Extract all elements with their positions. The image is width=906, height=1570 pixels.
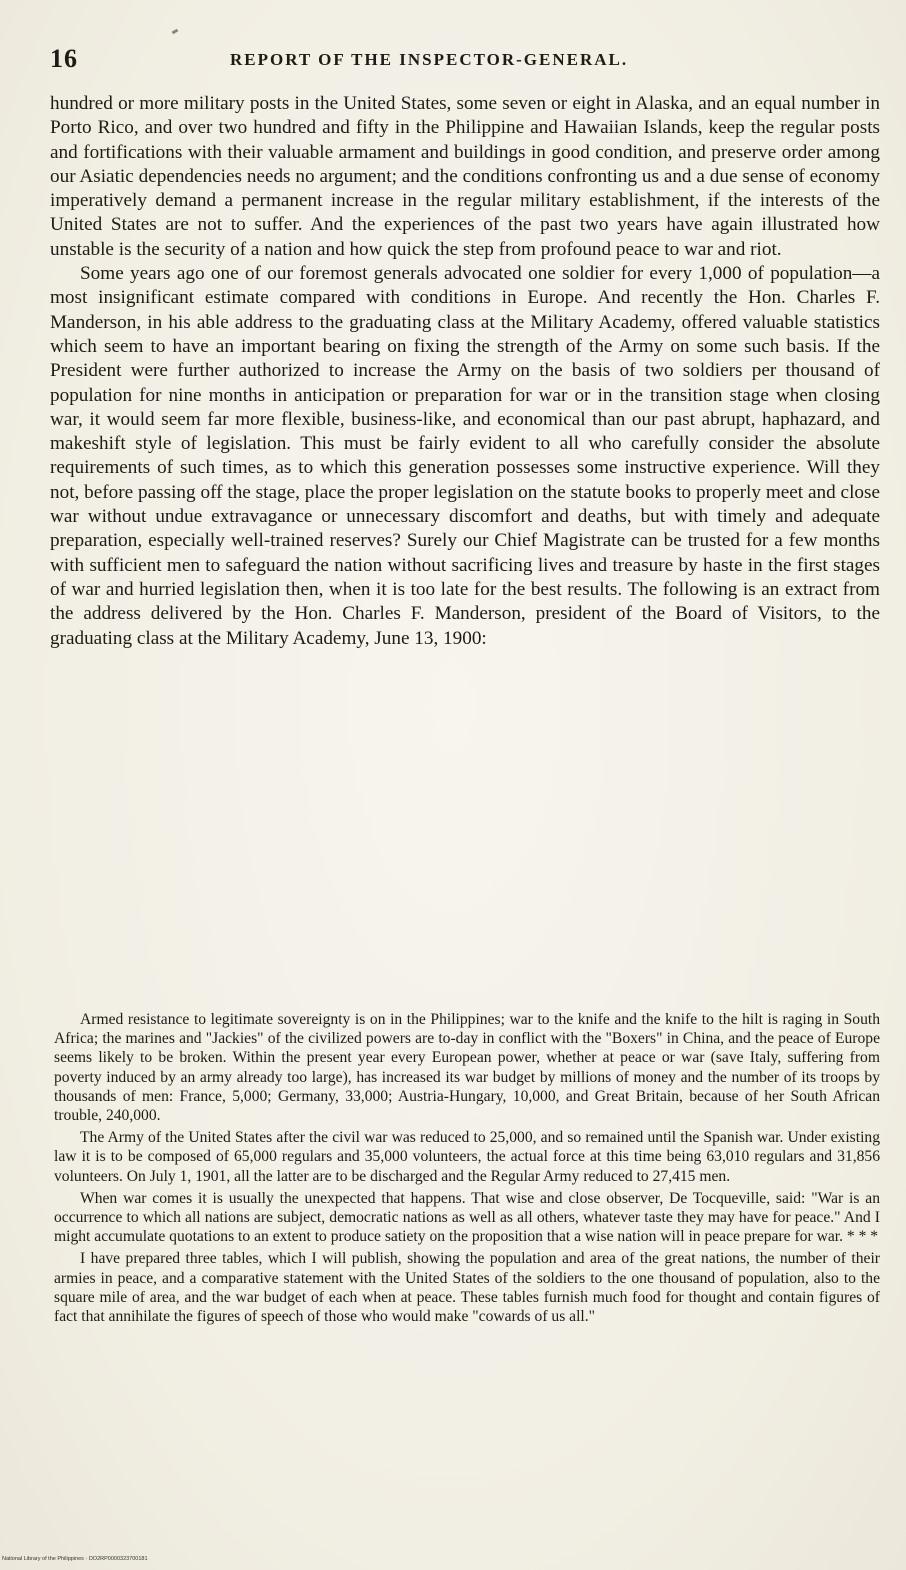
quote-paragraph: Armed resistance to legitimate sovereignty is on in the Philippines; war to the knife and the knife to the hilt is raging in South Africa; the marines and "Jackies" of the civilized powers are to-day in conflict with the "Boxers" in China, and the peace of Europe seems likely to be broken. Within the present year every European power, whether at peace or war (save Italy, suffering from poverty induced by an army already too large), has increased its war budget by millions of money and the number of its troops by thousands of men: France, 5,000; Germany, 33,000; Austria-Hungary, 10,000, and Great Britain, because of her South African trouble, 240,000. [54,1011,880,1125]
body-paragraph: Some years ago one of our foremost generals advocated one soldier for every 1,000 of population—a most insignificant estimate compared with conditions in Europe. And recently the Hon. Charles F. Manderson, in his able address to the graduating class at the Military Academy, offered valuable statistics which seem to have an important bearing on fixing the strength of the Army on some such basis. If the President were further authorized to increase the Army on the basis of two soldiers per thousand of population for nine months in anticipation or preparation for war or in the transition stage when closing war, it would seem far more flexible, business-like, and economical than our past abrupt, haphazard, and makeshift style of legislation. This must be fairly evident to all who carefully consider the absolute requirements of such times, as to which this generation possesses some instructive experience. Will they not, before passing off the stage, place the proper legislation on the statute books to properly meet and close war without undue extravagance or unnecessary discomfort and deaths, but with timely and adequate preparation, especially well-trained reserves? Surely our Chief Magistrate can be trusted for a few months with sufficient men to safeguard the nation without sacrificing lives and treasure by haste in the first stages of war and hurried legislation then, when it is too late for the best results. The following is an extract from the address delivered by the Hon. Charles F. Manderson, president of the Board of Visitors, to the graduating class at the Military Academy, June 13, 1900: [50,263,880,649]
body-paragraph: hundred or more military posts in the United States, some seven or eight in Alaska, and an equal number in Porto Rico, and over two hundred and fifty in the Philippine and Hawaiian Islands, keep the regular posts and fortifications with their valuable armament and buildings in good condition, and preserve order among our Asiatic dependencies needs no argument; and the conditions confronting us and a due sense of economy imperatively demand a permanent increase in the regular military establishment, if the interests of the United States are not to suffer. And the experiences of the past two years have again illustrated how unstable is the security of a nation and how quick the step from profound peace to war and riot. [50,93,880,260]
scan-credit: National Library of the Philippines · DO2RP0000323700181 [2,1556,148,1562]
block-quote [54,1010,880,1326]
body-text [50,92,880,651]
page-header [50,44,880,76]
page-number: 16 [50,44,78,73]
quote-paragraph: I have prepared three tables, which I will publish, showing the population and area of the great nations, the number of their armies in peace, and a comparative statement with the United States of the soldiers to the one thousand of population, also to the square mile of area, and the war budget of each when at peace. These tables furnish much food for thought and contain figures of fact that annihilate the figures of speech of those who would make "cowards of us all." [54,1250,880,1326]
quote-paragraph: The Army of the United States after the civil war was reduced to 25,000, and so remained until the Spanish war. Under existing law it is to be composed of 65,000 regulars and 35,000 volunteers, the actual force at this time being 63,010 regulars and 31,856 volunteers. On July 1, 1901, all the latter are to be discharged and the Regular Army reduced to 27,415 men. [54,1129,880,1185]
quote-paragraph: When war comes it is usually the unexpected that happens. That wise and close observer, De Tocqueville, said: "War is an occurrence to which all nations are subject, democratic nations as well as all others, whatever taste they may have for peace." And I might accumulate quotations to an extent to produce satiety on the proposition that a wise nation will in peace prepare for war. * * * [54,1189,880,1246]
ink-smudge [172,29,179,35]
running-head: REPORT OF THE INSPECTOR-GENERAL. [230,50,629,69]
